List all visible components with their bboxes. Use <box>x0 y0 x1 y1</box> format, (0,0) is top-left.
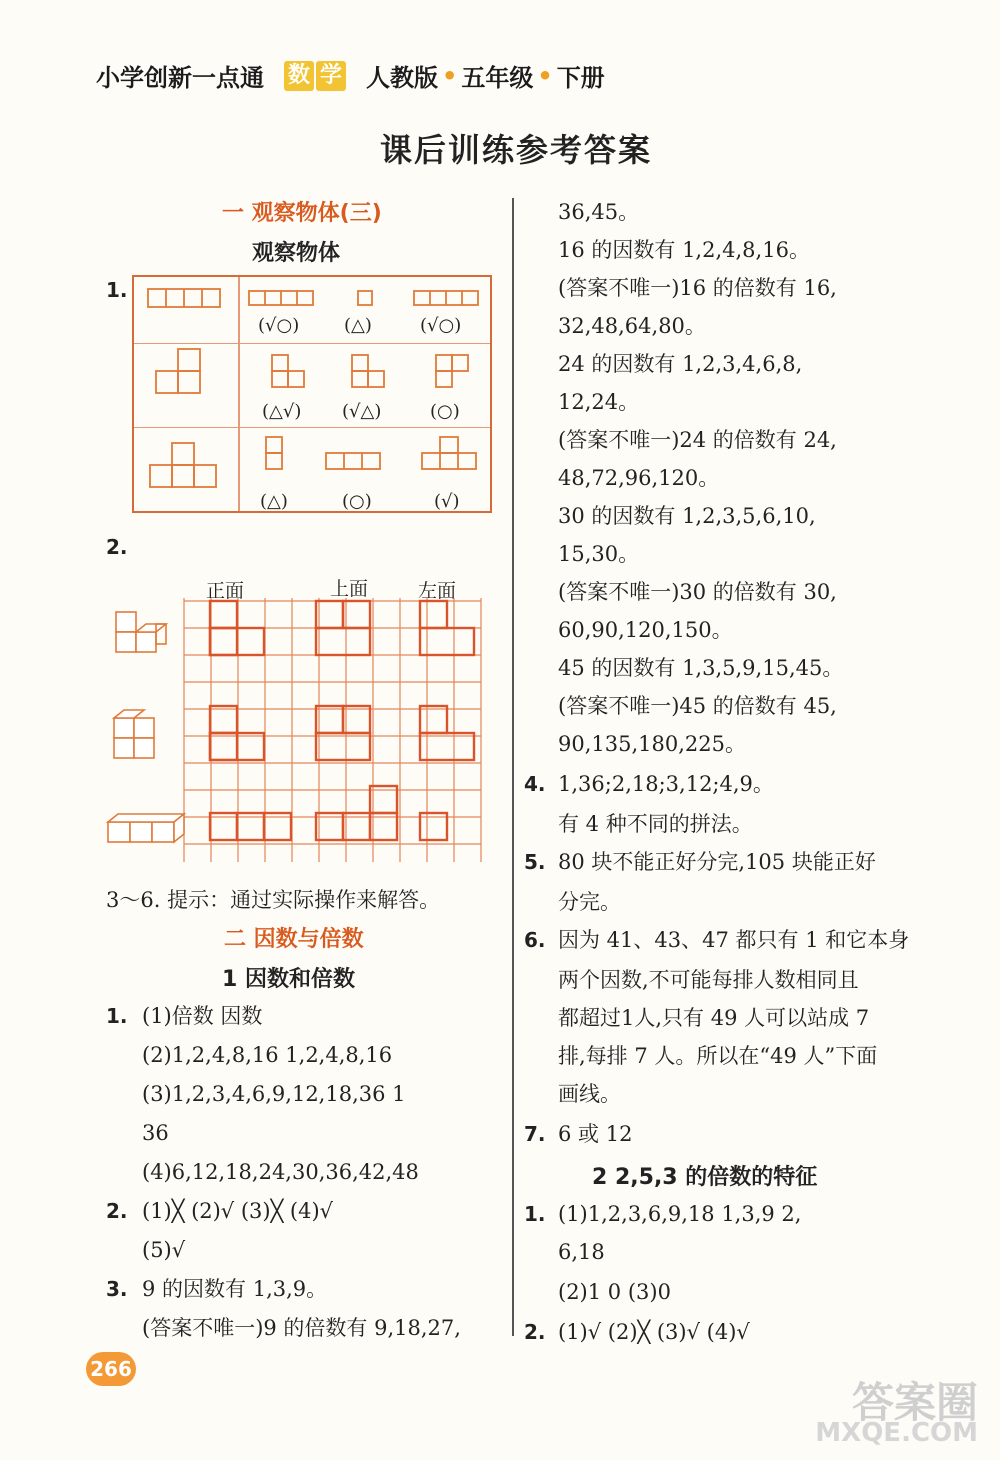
question-number: 3. <box>106 1277 128 1301</box>
question-number: 2. <box>106 1199 128 1223</box>
answer-line: 1,36;2,18;3,12;4,9。 <box>558 772 774 796</box>
answer-line: 32,48,64,80。 <box>558 314 706 338</box>
subject-badge <box>284 61 348 91</box>
dot-icon: • <box>537 61 553 90</box>
answer-line: 60,90,120,150。 <box>558 618 733 642</box>
answer-line: (1)╳ (2)√ (3)╳ (4)√ <box>142 1199 334 1223</box>
table-cell: (○) <box>430 401 460 422</box>
question-number: 2. <box>106 535 128 559</box>
answer-line: 分完。 <box>558 890 621 914</box>
book-header <box>96 58 605 93</box>
answer-line: 16 的因数有 1,2,4,8,16。 <box>558 238 810 262</box>
watermark-logo: 答案圈 <box>851 1378 978 1427</box>
answer-line: 30 的因数有 1,2,3,5,6,10, <box>558 504 816 528</box>
answer-line: (1)1,2,3,6,9,18 1,3,9 2, <box>558 1202 802 1226</box>
answer-line: 15,30。 <box>558 542 640 566</box>
page-number: 266 <box>86 1352 136 1386</box>
question-number: 1. <box>524 1202 546 1226</box>
watermark-url: MXQE.COM <box>815 1418 978 1448</box>
grid-label: 上面 <box>330 578 369 600</box>
answer-line: 9 的因数有 1,3,9。 <box>142 1277 328 1301</box>
answer-line: (答案不唯一)16 的倍数有 16, <box>558 276 837 300</box>
column-divider <box>512 198 514 1336</box>
question-number: 1. <box>106 278 128 302</box>
answer-line: 因为 41、43、47 都只有 1 和它本身 <box>558 928 910 952</box>
grid-label: 正面 <box>206 580 245 602</box>
book-name: 小学创新一点通 <box>96 64 264 92</box>
answer-line: (答案不唯一)30 的倍数有 30, <box>558 580 837 604</box>
answer-line: 两个因数,不可能每排人数相同且 <box>558 968 859 992</box>
answer-grid <box>100 598 504 868</box>
table-cell: (√) <box>434 491 460 512</box>
question-number: 5. <box>524 850 546 874</box>
answer-line: (2)1,2,4,8,16 1,2,4,8,16 <box>142 1043 393 1067</box>
answer-line: 排,每排 7 人。所以在“49 人”下面 <box>558 1044 878 1068</box>
answer-line: 画线。 <box>558 1082 621 1106</box>
page-title: 课后训练参考答案 <box>380 131 653 169</box>
answer-line: 都超过1人,只有 49 人可以站成 7 <box>558 1006 870 1030</box>
table-cell: (○) <box>342 491 372 512</box>
answer-line: 80 块不能正好分完,105 块能正好 <box>558 850 876 874</box>
grid-label: 左面 <box>418 580 457 602</box>
hint-line: 3～6. 提示：通过实际操作来解答。 <box>106 888 441 912</box>
answer-line: 90,135,180,225。 <box>558 732 746 756</box>
subject-char-2: 学 <box>316 61 346 91</box>
volume: 下册 <box>556 64 605 92</box>
subsection-heading: 2 2,5,3 的倍数的特征 <box>592 1165 818 1190</box>
table-cell: (√△) <box>342 401 382 422</box>
subject-char-1: 数 <box>284 61 314 91</box>
grade: 五年级 <box>461 64 534 92</box>
table-cell: (√○) <box>420 315 462 336</box>
question-number: 4. <box>524 772 546 796</box>
answer-line: (1)√ (2)╳ (3)√ (4)√ <box>558 1320 750 1344</box>
cube-drawings <box>134 277 494 515</box>
section-heading-2: 二 因数与倍数 <box>224 927 364 952</box>
answer-line: 6,18 <box>558 1240 605 1264</box>
edition: 人教版 <box>366 64 438 92</box>
answer-line: 36,45。 <box>558 200 640 224</box>
dot-icon: • <box>442 61 458 90</box>
subsection-heading: 观察物体 <box>252 241 341 266</box>
table-cell: (△√) <box>262 401 302 422</box>
answer-line: 45 的因数有 1,3,5,9,15,45。 <box>558 656 844 680</box>
section-heading-1: 一 观察物体(三) <box>222 201 382 226</box>
question-number: 6. <box>524 928 546 952</box>
table-cell: (√○) <box>258 315 300 336</box>
subsection-heading: 1 因数和倍数 <box>222 967 355 992</box>
answer-line: 12,24。 <box>558 390 640 414</box>
answer-line: (5)√ <box>142 1238 186 1262</box>
views-table <box>132 275 492 513</box>
answer-line: 6 或 12 <box>558 1122 633 1146</box>
answer-line: 24 的因数有 1,2,3,4,6,8, <box>558 352 803 376</box>
answer-line: (1)倍数 因数 <box>142 1004 263 1028</box>
answer-line: 36 <box>142 1121 169 1145</box>
answer-line: 48,72,96,120。 <box>558 466 720 490</box>
table-cell: (△) <box>344 315 372 336</box>
answer-line: 有 4 种不同的拼法。 <box>558 812 753 836</box>
question-number: 7. <box>524 1122 546 1146</box>
answer-line: (答案不唯一)45 的倍数有 45, <box>558 694 837 718</box>
answer-line: (3)1,2,3,4,6,9,12,18,36 1 <box>142 1082 406 1106</box>
answer-line: (答案不唯一)24 的倍数有 24, <box>558 428 837 452</box>
question-number: 2. <box>524 1320 546 1344</box>
answer-line: (答案不唯一)9 的倍数有 9,18,27, <box>142 1316 461 1340</box>
question-number: 1. <box>106 1004 128 1028</box>
answer-line: (4)6,12,18,24,30,36,42,48 <box>142 1160 419 1184</box>
table-cell: (△) <box>260 491 288 512</box>
answer-line: (2)1 0 (3)0 <box>558 1280 671 1304</box>
